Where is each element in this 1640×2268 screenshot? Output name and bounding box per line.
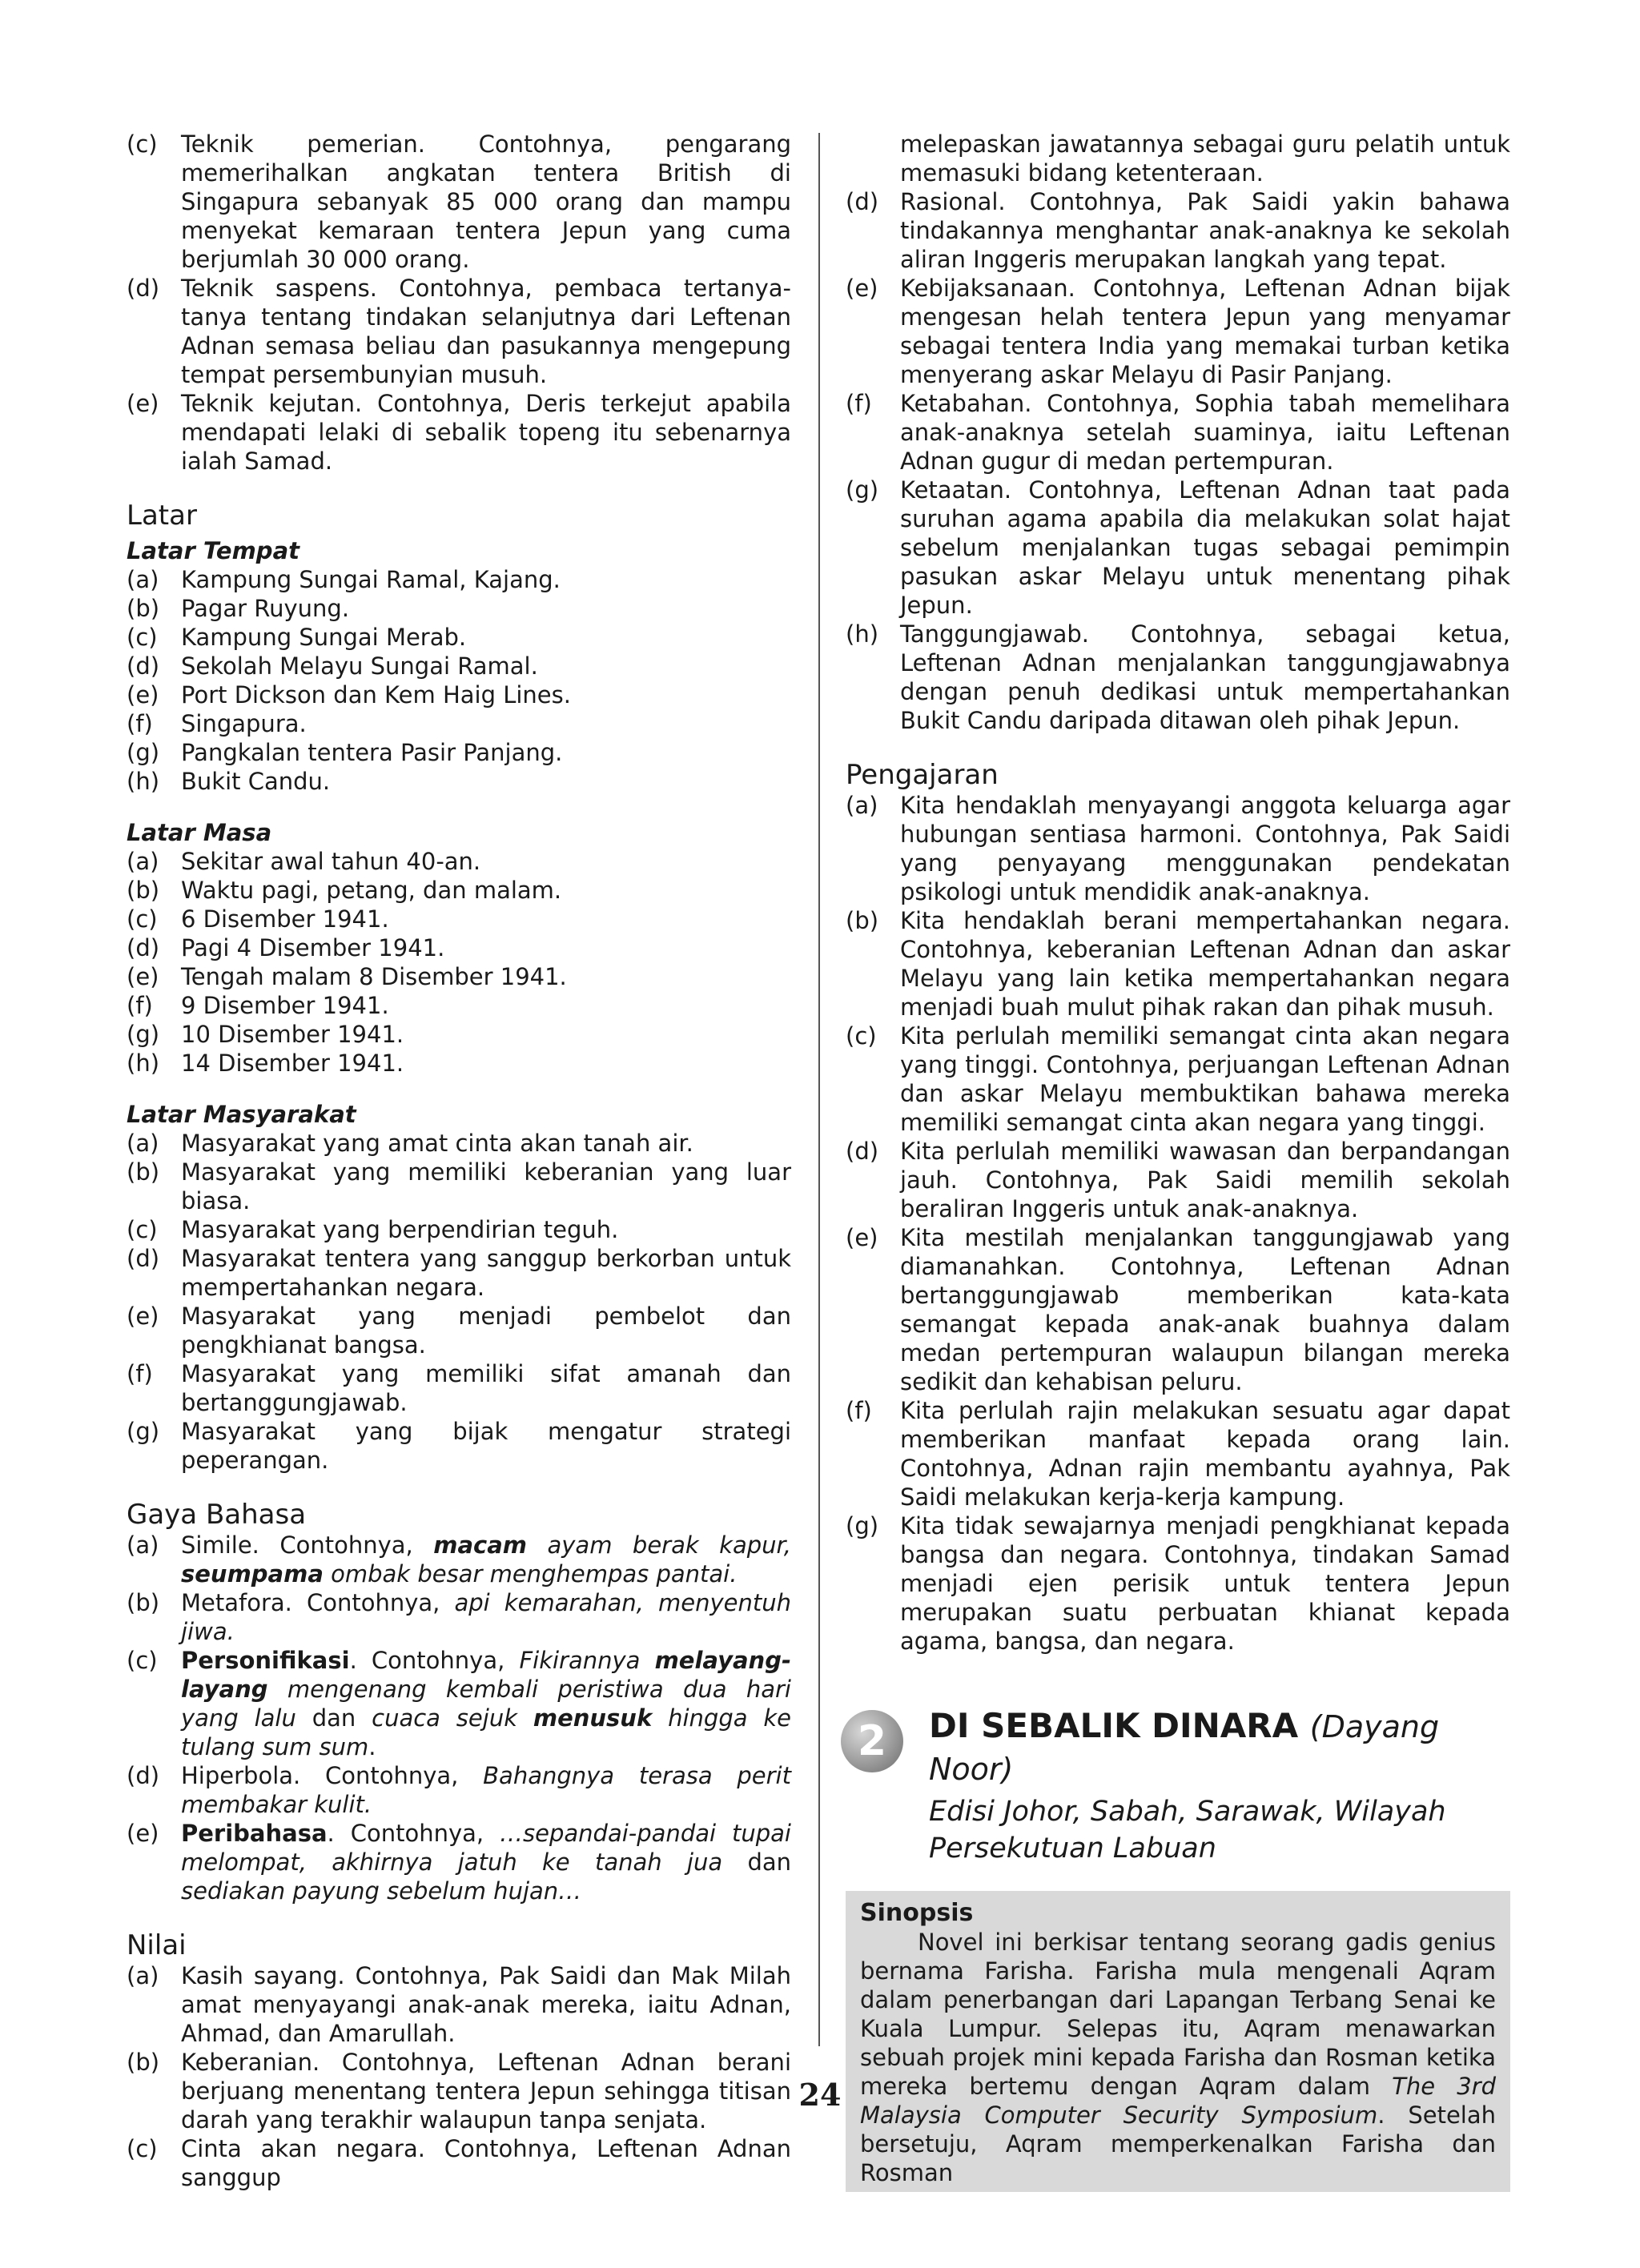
item-text: Kita mestilah menjalankan tanggungjawab yang diamanahkan. Contohnya, Leftenan Adnan bertanggungjawab memberikan kata-kata semangat kepada anak-anak buahnya dalam medan pertempuran walaupun bilangan mereka sedikit dan kehabisan peluru. — [900, 1224, 1510, 1395]
list-item — [127, 2134, 791, 2192]
item-text: Teknik saspens. Contohnya, pembaca tertanya-tanya tentang tindakan selanjutnya dari Leftenan Adnan semasa beliau dan pasukannya mengepung tempat persembunyian musuh. — [181, 275, 791, 388]
list-item — [127, 1359, 791, 1417]
list-item — [127, 962, 791, 991]
item-label: (c) — [846, 1022, 877, 1050]
item-label: (h) — [846, 620, 879, 648]
continued-text: melepaskan jawatannya sebagai guru pelatih untuk memasuki bidang ketenteraan. — [900, 130, 1510, 187]
item-text: Waktu pagi, petang, dan malam. — [181, 877, 562, 904]
item-text: 14 Disember 1941. — [181, 1050, 404, 1077]
item-label: (f) — [846, 1397, 872, 1424]
item-label: (e) — [127, 1303, 159, 1330]
item-text: Singapura. — [181, 710, 307, 737]
list-item — [127, 876, 791, 905]
item-label: (a) — [127, 566, 159, 593]
list-item — [127, 130, 791, 274]
list-item — [127, 1215, 791, 1244]
item-text: Kita perlulah memiliki semangat cinta akan negara yang tinggi. Contohnya, perjuangan Leftenan Adnan dan askar Melayu membuktikan bahawa mereka memiliki semangat cinta akan negara yang tinggi. — [900, 1022, 1510, 1136]
latar-tempat-list — [127, 565, 791, 796]
item-text: Ketaatan. Contohnya, Leftenan Adnan taat pada suruhan agama apabila dia melakukan solat hajat sebelum menjalankan tugas sebagai pemimpin pasukan askar Melayu untuk menentang pihak Jepun. — [900, 476, 1510, 619]
item-label: (d) — [127, 1762, 160, 1789]
nilai-continued-list — [846, 187, 1510, 735]
item-text: Kampung Sungai Merab. — [181, 624, 467, 651]
item-label: (e) — [846, 275, 878, 302]
item-text: Metafora. Contohnya, api kemarahan, menyentuh jiwa. — [181, 1589, 791, 1645]
item-text: Masyarakat yang menjadi pembelot dan pengkhianat bangsa. — [181, 1303, 791, 1359]
item-label: (d) — [127, 934, 160, 961]
column-divider — [818, 133, 820, 2046]
item-text: Masyarakat yang amat cinta akan tanah air. — [181, 1130, 693, 1157]
item-text: Masyarakat yang berpendirian teguh. — [181, 1216, 619, 1243]
list-item — [127, 709, 791, 738]
list-item — [127, 1819, 791, 1905]
pengajaran-heading: Pengajaran — [846, 759, 999, 791]
item-text: Kita hendaklah berani mempertahankan negara. Contohnya, keberanian Leftenan Adnan dan askar Melayu yang lain ketika mempertahankan negara menjadi buah mulut pihak rakan dan pihak musuh. — [900, 907, 1510, 1021]
teknik-list — [127, 130, 791, 476]
item-text: Tengah malam 8 Disember 1941. — [181, 963, 567, 990]
item-text: Simile. Contohnya, macam ayam berak kapur, seumpama ombak besar menghempas pantai. — [181, 1531, 791, 1588]
item-label: (a) — [127, 1531, 159, 1559]
right-column — [846, 130, 1510, 2192]
item-label: (h) — [127, 1050, 160, 1077]
item-label: (a) — [127, 1962, 159, 1989]
item-label: (g) — [127, 1418, 160, 1445]
item-label: (c) — [127, 130, 158, 158]
item-text: Keberanian. Contohnya, Leftenan Adnan berani berjuang menentang tentera Jepun sehingga titisan darah yang terakhir walaupun tanpa senjata. — [181, 2049, 791, 2134]
list-item — [127, 389, 791, 476]
item-text: Teknik kejutan. Contohnya, Deris terkejut apabila mendapati lelaki di sebalik topeng itu sebenarnya ialah Samad. — [181, 390, 791, 475]
latar-heading: Latar — [127, 500, 197, 532]
list-item — [127, 767, 791, 796]
list-item — [846, 476, 1510, 620]
item-label: (b) — [127, 2049, 160, 2076]
item-label: (c) — [127, 624, 158, 651]
item-text: Personifikasi. Contohnya, Fikirannya melayang- layang mengenang kembali peristiwa dua hari yang lalu dan cuaca sejuk menusuk hingga ke tulang sum sum. — [181, 1647, 791, 1760]
item-text: Port Dickson dan Kem Haig Lines. — [181, 681, 571, 708]
list-item — [127, 1244, 791, 1302]
gaya-bahasa-list — [127, 1531, 791, 1905]
item-text: Kebijaksanaan. Contohnya, Leftenan Adnan bijak mengesan helah tentera Jepun yang menyamar sebagai tentera India yang memakai turban ketika menyerang askar Melayu di Pasir Panjang. — [900, 275, 1510, 388]
list-item — [846, 274, 1510, 389]
item-text: Kita perlulah memiliki wawasan dan berpandangan jauh. Contohnya, Pak Saidi memilih sekolah beraliran Inggeris untuk anak-anaknya. — [900, 1138, 1510, 1222]
item-label: (a) — [846, 792, 878, 819]
item-label: (d) — [127, 1245, 160, 1272]
item-label: (a) — [127, 848, 159, 875]
novel-title — [846, 1705, 1510, 1790]
pengajaran-list — [846, 791, 1510, 1656]
list-item — [127, 594, 791, 623]
item-text: Sekolah Melayu Sungai Ramal. — [181, 652, 538, 680]
item-text: Pagar Ruyung. — [181, 595, 350, 622]
list-item — [127, 565, 791, 594]
gaya-bahasa-heading: Gaya Bahasa — [127, 1499, 307, 1531]
novel-section — [846, 1705, 1510, 1867]
latar-masyarakat-heading: Latar Masyarakat — [127, 1101, 356, 1128]
list-item — [127, 1531, 791, 1588]
list-item — [127, 991, 791, 1020]
item-text: 9 Disember 1941. — [181, 992, 389, 1019]
item-label: (g) — [846, 476, 879, 504]
list-item — [846, 620, 1510, 735]
item-label: (f) — [127, 1360, 153, 1387]
sinopsis-box — [846, 1891, 1510, 2192]
list-item — [127, 623, 791, 652]
item-text: Masyarakat tentera yang sanggup berkorban untuk mempertahankan negara. — [181, 1245, 791, 1301]
list-item — [127, 680, 791, 709]
item-text: Pagi 4 Disember 1941. — [181, 934, 445, 961]
item-text: Bukit Candu. — [181, 768, 331, 795]
latar-masa-list — [127, 847, 791, 1078]
item-label: (f) — [846, 390, 872, 417]
list-item — [846, 389, 1510, 476]
item-label: (d) — [127, 275, 160, 302]
item-text: Kita perlulah rajin melakukan sesuatu agar dapat memberikan manfaat kepada orang lain. Contohnya, Adnan rajin membantu ayahnya, Pak Saidi melakukan kerja-kerja kampung. — [900, 1397, 1510, 1511]
list-item — [127, 652, 791, 680]
item-text: Kita tidak sewajarnya menjadi pengkhianat kepada bangsa dan negara. Contohnya, tindakan Samad menjadi ejen perisik untuk tentera Jepun merupakan suatu perbuatan khianat kepada agama, bangsa, dan negara. — [900, 1512, 1510, 1655]
list-item — [127, 274, 791, 389]
item-label: (d) — [127, 652, 160, 680]
item-label: (e) — [127, 681, 159, 708]
list-item — [127, 847, 791, 876]
list-item — [846, 1511, 1510, 1656]
list-item — [127, 1158, 791, 1215]
item-label: (c) — [127, 2135, 158, 2162]
latar-masyarakat-list — [127, 1129, 791, 1475]
novel-edition: Edisi Johor, Sabah, Sarawak, Wilayah Persekutuan Labuan — [929, 1796, 1446, 1865]
list-item — [127, 905, 791, 933]
item-label: (a) — [127, 1130, 159, 1157]
item-text: Kampung Sungai Ramal, Kajang. — [181, 566, 561, 593]
item-label: (b) — [127, 877, 160, 904]
left-column — [127, 130, 791, 2192]
item-text: 10 Disember 1941. — [181, 1021, 404, 1048]
item-label: (b) — [127, 1589, 160, 1616]
item-label: (b) — [846, 907, 879, 934]
list-item — [846, 1396, 1510, 1511]
list-item — [127, 1302, 791, 1359]
item-text: Masyarakat yang memiliki keberanian yang luar biasa. — [181, 1158, 791, 1214]
item-text: Tanggungjawab. Contohnya, sebagai ketua, Leftenan Adnan menjalankan tanggungjawabnya dengan penuh dedikasi untuk mempertahankan Bukit Candu daripada ditawan oleh pihak Jepun. — [900, 620, 1510, 734]
list-item — [846, 1137, 1510, 1223]
item-text: Peribahasa. Contohnya, …sepandai-pandai tupai melompat, akhirnya jatuh ke tanah jua dan sediakan payung sebelum hujan… — [181, 1820, 792, 1905]
page-number: 24 — [798, 2077, 842, 2113]
item-label: (c) — [127, 1216, 158, 1243]
item-text: Cinta akan negara. Contohnya, Leftenan Adnan sanggup — [181, 2135, 791, 2191]
item-text: Masyarakat yang memiliki sifat amanah dan bertanggungjawab. — [181, 1360, 791, 1416]
item-text: Ketabahan. Contohnya, Sophia tabah memelihara anak-anaknya setelah suaminya, iaitu Leftenan Adnan gugur di medan pertempuran. — [900, 390, 1510, 475]
item-text: Rasional. Contohnya, Pak Saidi yakin bahawa tindakannya menghantar anak-anaknya ke sekolah aliran Inggeris merupakan langkah yang tepat. — [900, 188, 1510, 273]
item-label: (c) — [127, 905, 158, 933]
item-label: (e) — [127, 390, 159, 417]
item-label: (b) — [127, 595, 160, 622]
item-text: 6 Disember 1941. — [181, 905, 389, 933]
list-item — [846, 1223, 1510, 1396]
list-item — [127, 1646, 791, 1761]
list-item — [127, 1761, 791, 1819]
latar-tempat-heading: Latar Tempat — [127, 537, 299, 564]
novel-title-text: DI SEBALIK DINARA — [929, 1706, 1299, 1745]
list-item — [127, 933, 791, 962]
list-item — [846, 791, 1510, 906]
item-label: (d) — [846, 1138, 879, 1165]
list-item — [127, 1961, 791, 2048]
item-label: (g) — [127, 1021, 160, 1048]
item-text: Teknik pemerian. Contohnya, pengarang memerihalkan angkatan tentera British di Singapura sebanyak 85 000 orang dan mampu menyekat kemaraan tentera Jepun yang cuma berjumlah 30 000 orang. — [181, 130, 791, 273]
novel-number-badge: 2 — [841, 1710, 903, 1772]
item-text: Kita hendaklah menyayangi anggota keluarga agar hubungan sentiasa harmoni. Contohnya, Pak Saidi yang penyayang menggunakan pendekatan psikologi untuk mendidik anak-anaknya. — [900, 792, 1510, 905]
item-text: Masyarakat yang bijak mengatur strategi peperangan. — [181, 1418, 791, 1474]
item-label: (b) — [127, 1158, 160, 1186]
list-item — [846, 187, 1510, 274]
item-label: (g) — [127, 739, 160, 766]
list-item — [127, 1049, 791, 1078]
sinopsis-heading: Sinopsis — [860, 1899, 974, 1927]
list-item — [846, 1022, 1510, 1137]
list-item — [127, 738, 791, 767]
item-label: (e) — [127, 963, 159, 990]
novel-author: (Dayang Noor) — [929, 1709, 1440, 1787]
list-item — [846, 906, 1510, 1022]
latar-masa-heading: Latar Masa — [127, 819, 272, 846]
item-label: (c) — [127, 1647, 158, 1674]
list-item — [127, 1588, 791, 1646]
item-text: Pangkalan tentera Pasir Panjang. — [181, 739, 563, 766]
item-label: (h) — [127, 768, 160, 795]
item-label: (g) — [846, 1512, 879, 1539]
item-label: (d) — [846, 188, 879, 215]
sinopsis-text: Novel ini berkisar tentang seorang gadis genius bernama Farisha. Farisha mula mengenali Aqram dalam penerbangan dari Lapangan Terbang Senai ke Kuala Lumpur. Selepas itu, Aqram menawarkan sebuah projek mini kepada Farisha dan Rosman ketika mereka bertemu dengan Aqram dalam The 3rd Malaysia Computer Security Symposium. Setelah bersetuju, Aqram memperkenalkan Farisha dan Rosman — [860, 1929, 1497, 2186]
item-label: (f) — [127, 710, 153, 737]
item-text: Sekitar awal tahun 40-an. — [181, 848, 481, 875]
item-text: Kasih sayang. Contohnya, Pak Saidi dan Mak Milah amat menyayangi anak-anak mereka, iaitu Adnan, Ahmad, dan Amarullah. — [181, 1962, 791, 2047]
list-item — [127, 1129, 791, 1158]
item-label: (e) — [127, 1820, 159, 1847]
item-label: (e) — [846, 1224, 878, 1251]
list-item — [127, 1020, 791, 1049]
nilai-heading: Nilai — [127, 1929, 187, 1961]
list-item — [127, 1417, 791, 1475]
item-text: Hiperbola. Contohnya, Bahangnya terasa perit membakar kulit. — [181, 1762, 791, 1818]
item-label: (f) — [127, 992, 153, 1019]
